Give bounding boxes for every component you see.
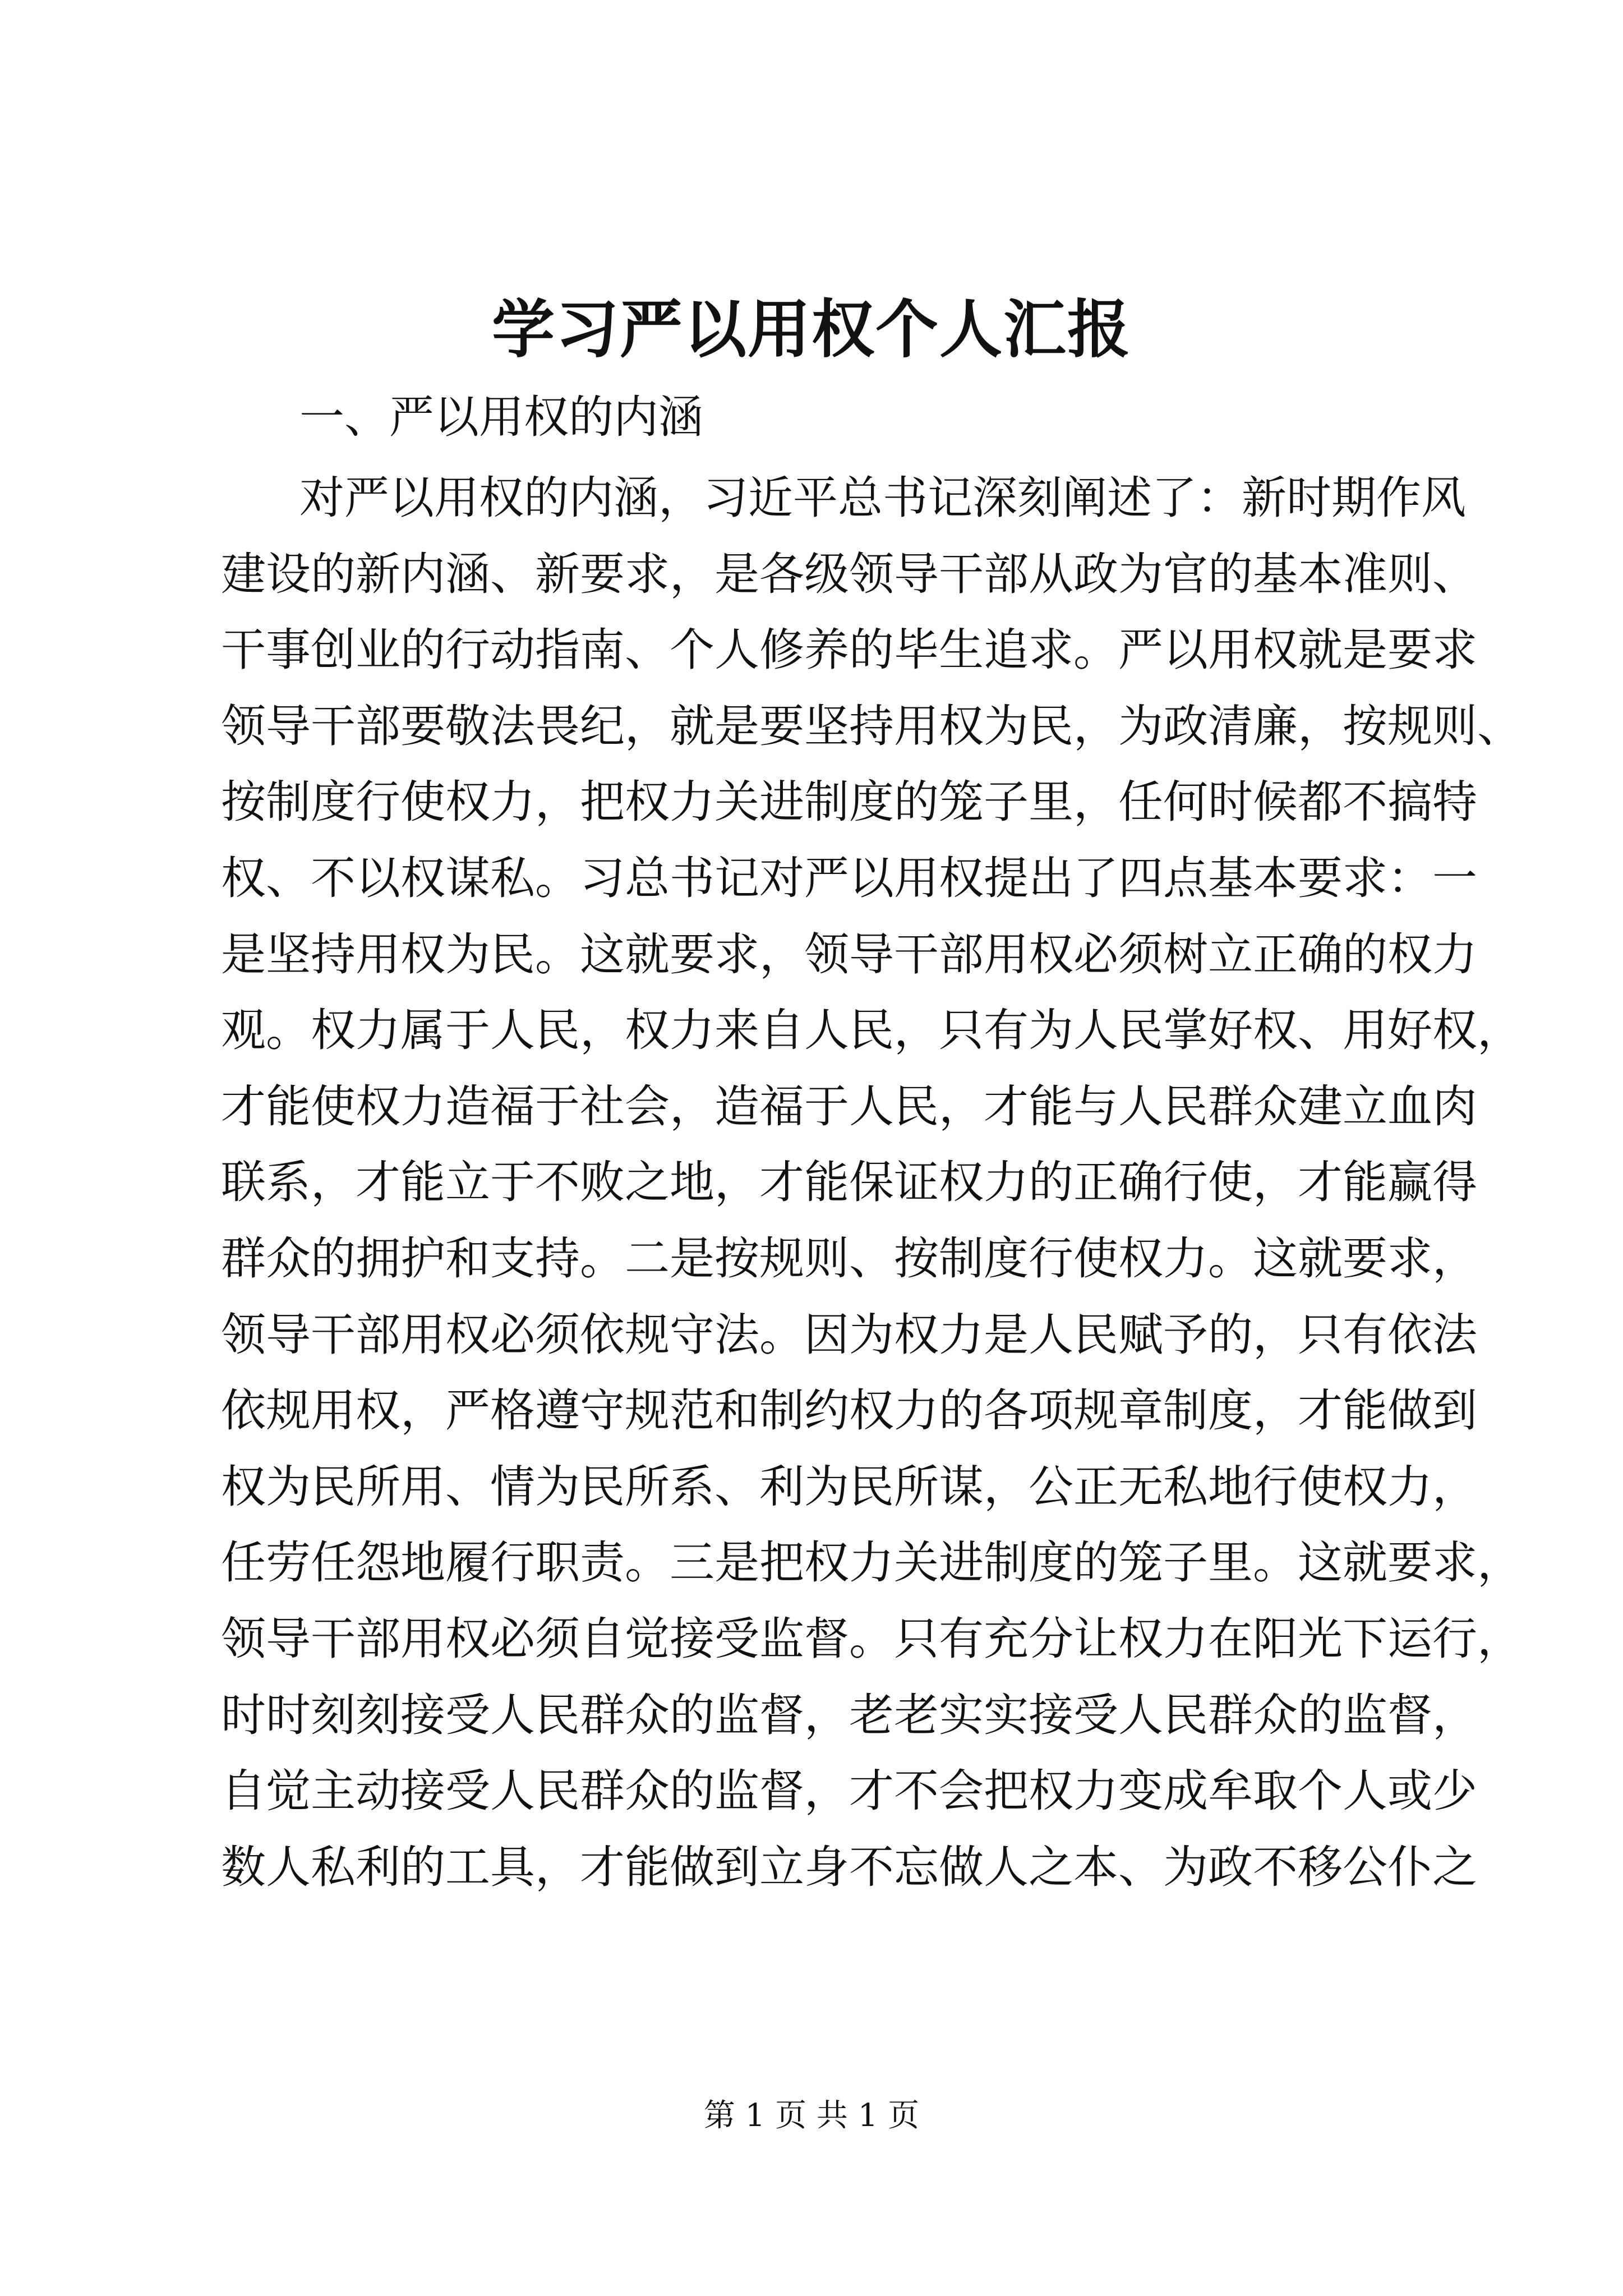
body-line: 领导干部用权必须自觉接受监督。只有充分让权力在阳光下运行， (221, 1612, 1522, 1665)
body-text (221, 460, 1522, 1905)
body-line: 时时刻刻接受人民群众的监督，老老实实接受人民群众的监督， (221, 1688, 1477, 1741)
body-line: 自觉主动接受人民群众的监督，才不会把权力变成牟取个人或少 (221, 1765, 1477, 1818)
body-line: 观。权力属于人民，权力来自人民，只有为人民掌好权、用好权， (221, 1004, 1522, 1057)
body-line: 建设的新内涵、新要求，是各级领导干部从政为官的基本准则、 (221, 547, 1477, 600)
body-line: 干事创业的行动指南、个人修养的毕生追求。严以用权就是要求 (221, 624, 1477, 677)
body-line: 权为民所用、情为民所系、利为民所谋，公正无私地行使权力， (221, 1460, 1477, 1513)
body-line: 数人私利的工具，才能做到立身不忘做人之本、为政不移公仆之 (221, 1841, 1477, 1893)
body-line: 对严以用权的内涵，习近平总书记深刻阐述了：新时期作风 (299, 472, 1466, 524)
body-line: 按制度行使权力，把权力关进制度的笼子里，任何时候都不搞特 (221, 776, 1477, 829)
body-line: 是坚持用权为民。这就要求，领导干部用权必须树立正确的权力 (221, 928, 1477, 981)
section-heading: 一、严以用权的内涵 (299, 391, 703, 443)
document-title: 学习严以用权个人汇报 (492, 293, 1131, 366)
body-line: 领导干部要敬法畏纪，就是要坚持用权为民，为政清廉，按规则、 (221, 700, 1522, 752)
body-line: 联系，才能立于不败之地，才能保证权力的正确行使，才能赢得 (221, 1156, 1477, 1209)
body-line: 领导干部用权必须依规守法。因为权力是人民赋予的，只有依法 (221, 1308, 1477, 1361)
body-line: 群众的拥护和支持。二是按规则、按制度行使权力。这就要求， (221, 1232, 1477, 1285)
body-line: 依规用权，严格遵守规范和制约权力的各项规章制度，才能做到 (221, 1384, 1477, 1437)
page-footer: 第 1 页 共 1 页 (703, 2097, 920, 2134)
body-line: 才能使权力造福于社会，造福于人民，才能与人民群众建立血肉 (221, 1080, 1477, 1133)
body-line: 任劳任怨地履行职责。三是把权力关进制度的笼子里。这就要求， (221, 1536, 1522, 1589)
body-line: 权、不以权谋私。习总书记对严以用权提出了四点基本要求：一 (221, 852, 1477, 904)
